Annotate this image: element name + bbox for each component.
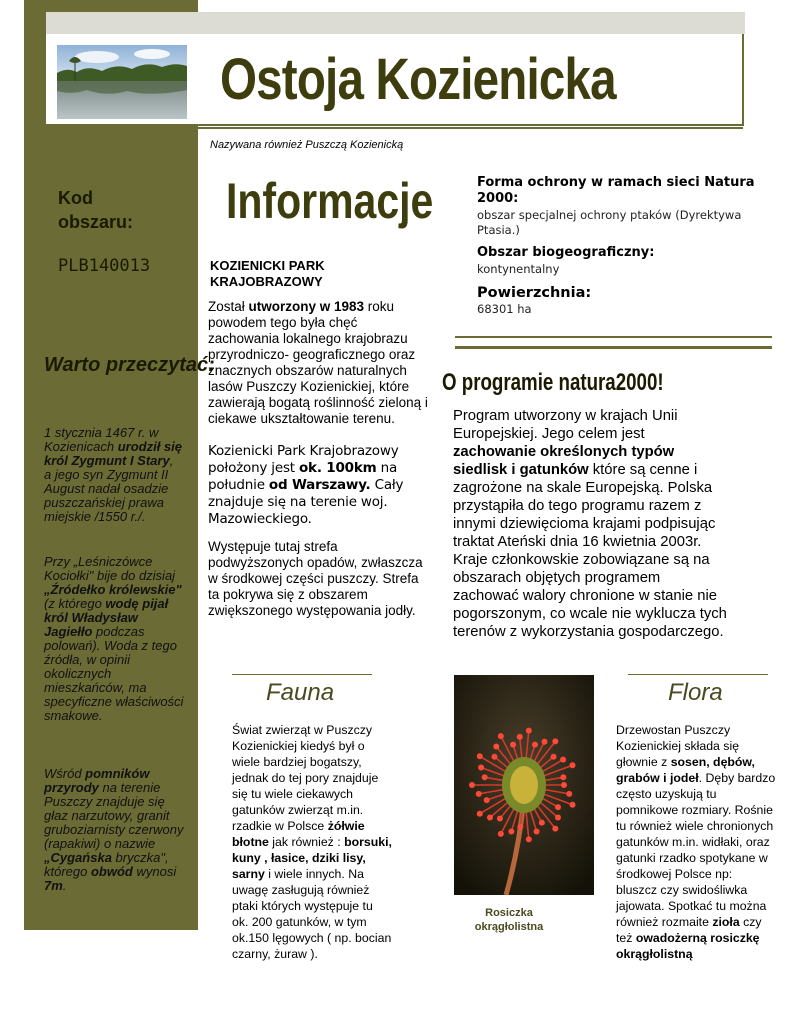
area-heading: Powierzchnia:: [477, 285, 592, 301]
flora-divider: [628, 674, 768, 675]
fauna-divider: [232, 674, 372, 675]
header-top-bar: [46, 12, 745, 34]
park-heading: KOZIENICKI PARK KRAJOBRAZOWY: [210, 258, 325, 289]
page-subtitle: Nazywana również Puszczą Kozienicką: [210, 139, 404, 151]
fauna-paragraph: Świat zwierząt w Puszczy Kozienickiej kiedyś był o wiele bardziej bogatszy, jednak do tej pory znajduje się tu wiele ciekawych gatunków zwierząt m.in. rzadkie w Polsce żółwie błotne jak również : borsuki, kuny , łasice, dziki lisy, sarny i wiele innych. Na uwagę zasługują również ptaki których występuje tu ok. 200 gatunków, w tym ok.150 lęgowych ( np. bocian czarny, żuraw ).: [232, 723, 392, 961]
section-divider: [455, 336, 772, 338]
natura-title: O programie natura2000!: [442, 369, 664, 396]
protection-form-heading: Forma ochrony w ramach sieci Natura 2000:: [477, 175, 755, 206]
info-title: Informacje: [226, 173, 434, 229]
flora-title: Flora: [668, 679, 723, 706]
sidebar-paragraph: 1 stycznia 1467 r. w Kozienicach urodził się król Zygmunt I Stary, a jego syn Zygmunt II August nadał osadzie puszczańskiej prawa miejskie /1550 r./.: [44, 425, 183, 524]
park-paragraph: Został utworzony w 1983 roku powodem tego była chęć zachowania lokalnego krajobrazu przyrodniczo- geograficznego oraz znacznych obszarów naturalnych lasów Puszczy Kozienickiej, które zawierają bogatą roślinność zieloną i ciekawe ukształtowanie terenu.: [208, 299, 428, 426]
fauna-title: Fauna: [266, 679, 335, 706]
flora-paragraph: Drzewostan Puszczy Kozienickiej składa się głownie z sosen, dębów, grabów i jodeł. Dęby bardzo często uzyskują tu pomnikowe rozmiary. Rośnie tu również wiele chronionych gatunków m.in. widłaki, oraz gatunki rzadko spotykane w środkowej Polsce np: bluszcz czy swidośliwka jajowata. Spotkać tu można również rozmaite zioła czy też owadożerną rosiczkę okrągłolistną: [616, 723, 776, 961]
section-divider: [455, 346, 772, 349]
area-code-value: PLB140013: [58, 256, 151, 276]
area-code-label: Kod obszaru:: [58, 188, 134, 232]
photo-caption: Rosiczka okrągłolistna: [474, 907, 544, 933]
biogeo-heading: Obszar biogeograficzny:: [477, 245, 655, 260]
header-divider: [198, 127, 743, 129]
park-paragraph: Występuje tutaj strefa podwyższonych opadów, zwłaszcza w środkowej części puszczy. Strefa ta pokrywa się z obszarem zwiększonego występowania jodły.: [208, 539, 423, 618]
natura-paragraph: Program utworzony w krajach Unii Europejskiej. Jego celem jest zachowanie określonych typów siedlisk i gatunków które są cenne i zagrożone na skale Europejską. Polska przystąpiła do tego programu razem z innymi dziewięcioma krajami podpisując traktat Ateński dnia 16 kwietnia 2003r. Kraje członkowskie zobowiązane są na obszarach objętych programem zachować walory chronione w stanie nie pogorszonym, co wcale nie wyklucza tych terenów z wykorzystania gospodarczego.: [453, 408, 727, 640]
lake-photo: [57, 45, 187, 119]
sidebar-paragraph: Wśród pomników przyrody na terenie Puszczy znajduje się głaz narzutowy, granit gruboziarnisty czerwony (rapakiwi) o nazwie „Cygańska bryczka", którego obwód wynosi 7m.: [44, 766, 184, 893]
read-heading: Warto przeczytać:: [44, 354, 215, 376]
park-paragraph: Kozienicki Park Krajobrazowy położony jest ok. 100km na południe od Warszawy. Cały znajduje się na terenie woj. Mazowieckiego.: [208, 443, 404, 527]
sundew-photo: [454, 675, 594, 895]
protection-form-value: obszar specjalnej ochrony ptaków (Dyrektywa Ptasia.): [477, 208, 742, 237]
biogeo-value: kontynentalny: [477, 262, 560, 276]
sidebar-paragraph: Przy „Leśniczówce Kociołki" bije do dzisiaj „Źródełko królewskie" (z którego wodę pijał król Władysław Jagiełło podczas polowań). Woda z tego źródła, w opinii okolicznych mieszkańców, ma specyficzne właściwości smakowe.: [44, 554, 184, 723]
area-value: 68301 ha: [477, 302, 532, 316]
page-title: Ostoja Kozienicka: [220, 47, 616, 112]
